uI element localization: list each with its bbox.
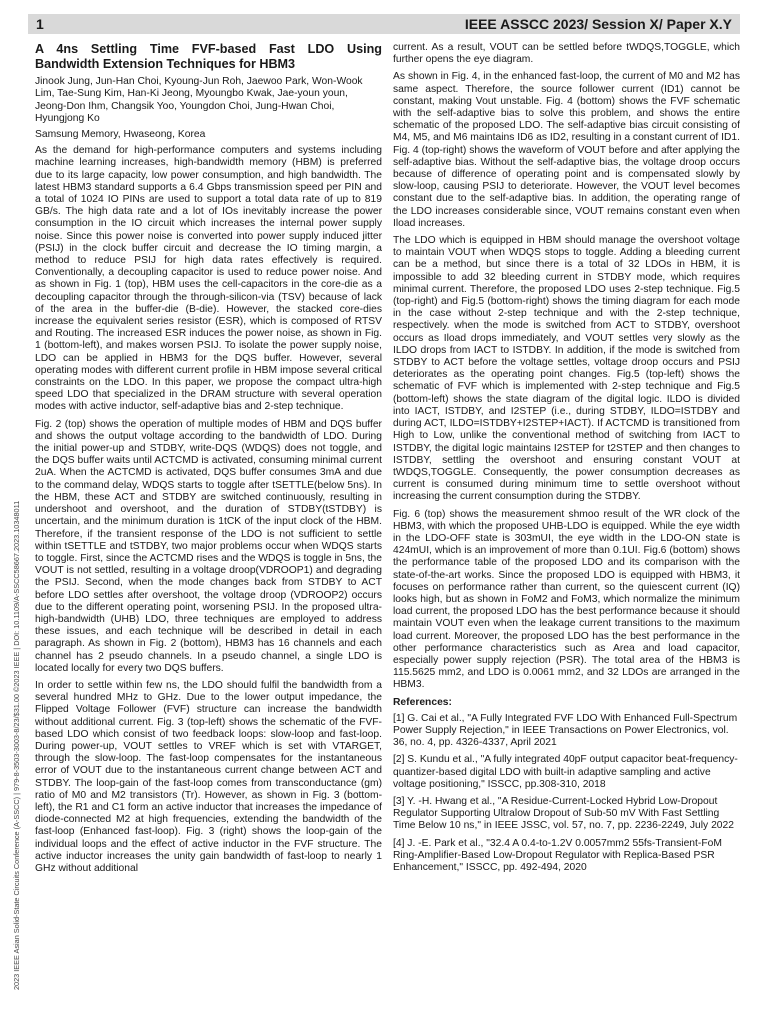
page-number: 1 (36, 16, 44, 32)
reference-item: [3] Y. -H. Hwang et al., "A Residue-Current-Locked Hybrid Low-Dropout Regulator Supporting Ultralow Dropout of Sub-50 mV With Fast Settling Time Below 10 ns," in IEEE JSSC, vol. 57, no. 7, pp. 2236-2249, July 2022 (393, 795, 734, 832)
body-paragraph: As shown in Fig. 4, in the enhanced fast-loop, the current of M0 and M2 has same aspect. Therefore, the source follower current (ID1) cannot be constant, making Vout unstable. Fig. 4 (bottom) shows the FVF schematic with the self-adaptive bias to solve this problem, and shows the entire schematic of the proposed LDO. The self-adaptive bias circuit consisting of M4, M5, and M6 maintains ID6 as ID2, resulting in a constant current of ID1. Fig. 4 (top-right) shows the waveform of VOUT before and after applying the self-adaptive bias. Without the self-adaptive bias, the voltage droop occurs because of difference of operating point and is compensated slowly by slow-loop, causing PSIJ to deteriorate. However, the VOUT level becomes constant due to the self-adaptive bias. In addition, the operating range of the LDO increases considerable since, VOUT remains constant even when Iload increases. (393, 71, 740, 229)
body-paragraph: In order to settle within few ns, the LDO should fulfil the bandwidth from a several hundred MHz to GHz. Due to the lower output impedance, the Flipped Voltage Follower (FVF) structure can increase the bandwidth without additional current. Fig. 3 (top-left) shows the schematic of the FVF-based LDO which consist of two feedback loops: slow-loop and fast-loop. During power-up, VOUT settles to VREF which is set with VTARGET, through the slow-loop. The fast-loop compensates for the instantaneous error of VOUT due to the instantaneous current change between ACT and STDBY. The loop-gain of the fast-loop comes from transconductance (gm) ratio of M0 and M2 transistors (Tr). However, as shown in Fig. 3 (bottom-left), the R1 and C1 form an active inductor that increases the impedance of diode-connected M2 at high frequencies, extending the bandwidth of the fast-loop (Enhanced fast-loop). Fig. 3 (right) shows the loop-gain of the individual loops and the effect of active inductor in the FVF structure. The active inductor increases the unity gain bandwidth of fast-loop to nearly 1 GHz without additional (35, 679, 382, 874)
reference-item: [4] J. -E. Park et al., "32.4 A 0.4-to-1.2V 0.0057mm2 55fs-Transient-FoM Ring-Amplifier-Based Low-Dropout Regulator with Replica-Based PSR Enhancement," ISSCC, pp. 492-494, 2020 (393, 837, 722, 873)
left-column (35, 42, 382, 880)
right-column (393, 42, 740, 879)
body-paragraph: As the demand for high-performance computers and systems including machine learning increases, high-bandwidth memory (HBM) is preferred due to its large capacity, low power consumption, and high bandwidth. The latest HBM3 standard supports a 6.4 Gbps transmission speed per PIN and a total of 1024 IO PINs are used to support a total data rate of up to 819 GB/s. The high data rate and a lot of IOs inevitably increase the power consumption in the IO circuit which increases the internal power supply noise. Since this power noise is converted into power supply induced jitter (PSIJ) in the clock buffer circuit and decrease the IO timing margin, a method to reduce PSIJ for high data rates effectively is required. Conventionally, a decoupling capacitor is used to reduce power noise. And as shown in Fig. 1 (top), HBM uses the cell-capacitors in the core-die as a decoupling capacitor through the through-silicon-via (TSV) because of lack of the area in the buffer-die (B-die). However, the stacked core-dies increase the equivalent series resistor (ESR), which is composed of RTSV and Routing. The increased ESR induces the power noise, as shown in Fig. 1 (bottom-left), and makes worsen PSIJ. To isolate the power supply noise, LDO can be applied in HBM3 for the DQS buffer. However, several operating modes with different current profile in HBM impose several critical constraints on the LDO. In this paper, we propose the compact ultra-high speed LDO that specialized in the DRAM structure with several operation modes with active inductor, self-adaptive bias and 2-step technique. (35, 145, 382, 413)
paper-title: A 4ns Settling Time FVF-based Fast LDO Using Bandwidth Extension Techniques for HBM3 (35, 42, 382, 71)
affiliation: Samsung Memory, Hwaseong, Korea (35, 129, 206, 140)
body-paragraph: Fig. 6 (top) shows the measurement shmoo result of the WR clock of the HBM3, with which the proposed UHB-LDO is equipped. While the eye width in the LDO-OFF state is 303mUI, the eye width in the LDO-ON state is 424mUI, which is an improvement of more than 0.1UI. Fig.6 (bottom) shows the performance table of the proposed LDO and its comparison with the state-of-the-art works. Since the proposed LDO is equipped with HBM3, it focuses on performance rather than current, so the quiescent current (IQ) looks high, but as shown in FoM2 and FoM3, which normalize the minimum load current, the proposed LDO has the best performance because it should maintain VOUT even when the leakage current transitions to the maximum load current. Moreover, the proposed LDO has the best performance in the other performance characteristics such as Area and load capacitor, especially power supply rejection (PSR). The total area of the HBM3 is 115.5625 mm2, and LDO is 0.0061 mm2, and 32 LDOs are arranged in the HBM3. (393, 508, 740, 691)
references-heading: References: (393, 696, 452, 708)
session-label: IEEE ASSCC 2023/ Session X/ Paper X.Y (464, 16, 732, 32)
body-paragraph: The LDO which is equipped in HBM should manage the overshoot voltage to maintain VOUT when WDQS stops to toggle. Adding a bleeding current can be a method, but since there is a total of 32 LDOs in HBM, it is impossible to add 32 bleeding current in STDBY mode, which requires minimal current. Therefore, the proposed LDO uses 2-step technique. Fig.5 (top-right) and Fig.5 (bottom-right) shows the timing diagram for each mode in the case without 2-step technique and with the 2-step technique, respectively. when the mode is switched from ACT to STDBY, overshoot occurs as Iload drops immediately, and VOUT settles very slowly as the ILDO drops from IACT to ISTDBY. In addition, if the mode is switched from STDBY to ACT before the voltage settles, voltage droop occurs and PSIJ deteriorates as the operating point changes. Fig.5 (top-left) shows the schematic of FVF which is implemented with 2-step technique and Fig.5 (bottom-left) shows the state diagram of the digital logic. ILDO is divided into IACT, ISTDBY, and I2STEP (i.e., during STDBY, ILDO=ISTDBY and during ACT, ILDO=ISTDBY+I2STEP+IACT). If ACTCMD is transitioned from High to Low, unlike the conventional method of switching from IACT to ISTDBY, the digital logic maintains I2STEP for t2STEP and then changes to ISTDBY, settling the overshoot and ensuring constant VOUT at tWDQS,TOGGLE. Consequently, the power consumption decreases as current is consumed during minimum time to settle overshoot without increasing the current consumption during the STDBY. (393, 235, 740, 503)
reference-item: [1] G. Cai et al., "A Fully Integrated FVF LDO With Enhanced Full-Spectrum Power Supply Rejection," in IEEE Transactions on Power Electronics, vol. 36, no. 4, pp. 4326-4337, April 2021 (393, 712, 738, 749)
author-list: Jinook Jung, Jun-Han Choi, Kyoung-Jun Roh, Jaewoo Park, Won-Wook Lim, Tae-Sung Kim, Han-Ki Jeong, Myoungbo Kwak, Jae-youn youn, Jeong-Don Ihm, Changsik Yoo, Youngdon Choi, Jung-Hwan Choi, Hyungjong Ko (35, 76, 363, 124)
reference-item: [2] S. Kundu et al., "A fully integrated 40pF output capacitor beat-frequency-quantizer-based digital LDO with built-in adaptive sampling and active voltage positioning," ISSCC, pp.308-310, 2018 (393, 754, 738, 790)
body-paragraph: Fig. 2 (top) shows the operation of multiple modes of HBM and DQS buffer and shows the output voltage according to the bandwidth of LDO. During the initial power-up and STDBY, write-DQS (WDQS) does not toggle, and the DQS buffer waits until ACTCMD is activated, consuming minimal current 2uA. When the ACTCMD is activated, DQS buffer consumes 3mA and due to the command delay, WDQS starts to toggle after tSETTLE(below 5ns). In the HBM, these ACT and STDBY are switched continuously, resulting in undershoot and overshoot, and the duration of STDBY(tSTDBY) is uncertain, and the minimum duration is 1tCK of the input clock of the HBM. Therefore, if the transient response of the LDO is not sufficient to settle within tSETTLE and tSTDBY, two major problems occur when WDQS starts to toggle. First, since the ACTCMD rises and the WDQS is toggle in 5ns, the VOUT is not settled, resulting in a voltage droop(VDROOP1) and degrading the PSIJ. Second, when the mode changes back from STDBY to ACT before LDO settles after overshoot, the voltage droop (VDROOP2) occurs due to the different operating point, worsening PSIJ. In the proposed ultra-high-bandwidth (UHB) LDO, three techniques are employed to address these issues, and each technique will be described in detail in each paragraph. As shown in Fig. 2 (bottom), HBM3 has 16 channels and each channel has 2 pseudo channels. In a pseudo channel, a single LDO is located locally for every two DQS buffers. (35, 418, 382, 674)
page-header (28, 14, 740, 34)
copyright-sidebar: 2023 IEEE Asian Solid-State Circuits Conference (A-SSCC) | 979-8-3503-3003-8/23/$31.00 ©2023 IEEE | DOI: 10.1109/A-SSCC58667.2023.10348011 (12, 500, 21, 990)
body-paragraph: current. As a result, VOUT can be settled before tWDQS,TOGGLE, which further opens the eye diagram. (393, 42, 740, 66)
